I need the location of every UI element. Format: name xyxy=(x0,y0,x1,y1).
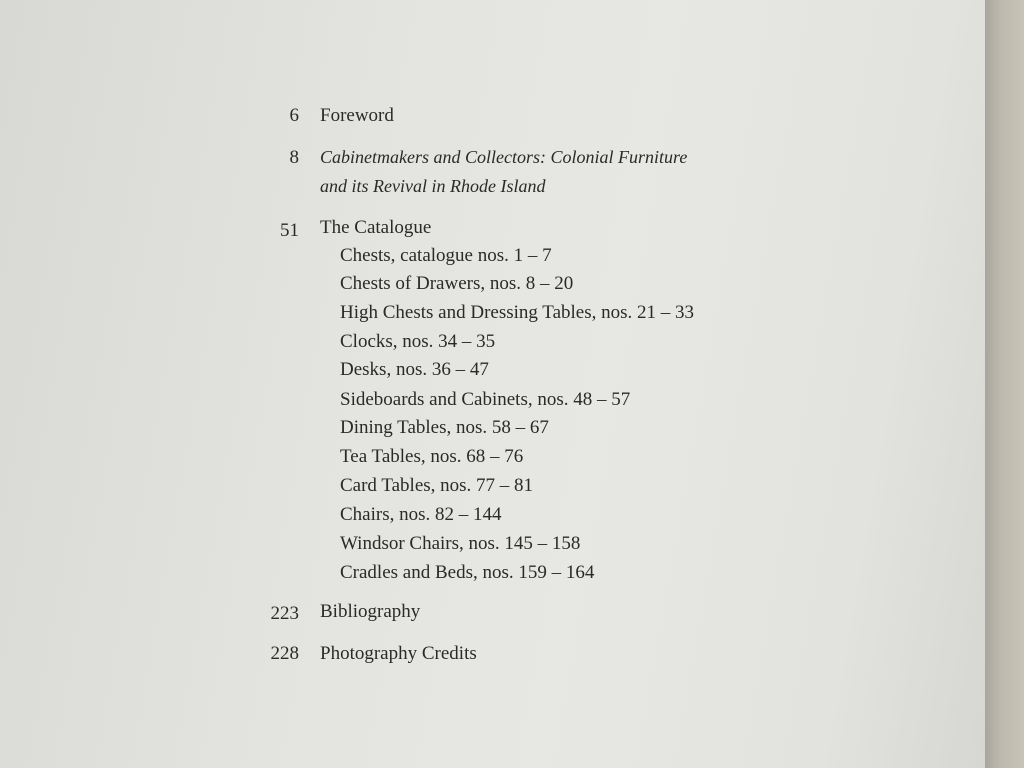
entry-title: The Catalogue xyxy=(320,217,432,238)
subentry-clocks: Clocks, nos. 34 – 35 xyxy=(340,331,496,352)
page-number: 8 xyxy=(289,147,299,168)
subentry-chests: Chests, catalogue nos. 1 – 7 xyxy=(340,245,552,266)
page-number: 228 xyxy=(270,643,299,664)
subentry-high-chests: High Chests and Dressing Tables, nos. 21 – 33 xyxy=(340,302,695,323)
entry-title: Foreword xyxy=(320,105,394,126)
page-number: 223 xyxy=(270,603,299,624)
subentry-cradles-and-beds: Cradles and Beds, nos. 159 – 164 xyxy=(340,562,595,583)
subentry-desks: Desks, nos. 36 – 47 xyxy=(340,359,489,380)
subentry-dining-tables: Dining Tables, nos. 58 – 67 xyxy=(340,417,549,438)
subentry-tea-tables: Tea Tables, nos. 68 – 76 xyxy=(340,446,524,467)
subentry-sideboards: Sideboards and Cabinets, nos. 48 – 57 xyxy=(340,389,631,410)
page-edge xyxy=(985,0,1024,768)
entry-title-line-2: and its Revival in Rhode Island xyxy=(320,176,546,196)
subentry-windsor-chairs: Windsor Chairs, nos. 145 – 158 xyxy=(340,533,581,554)
page-number: 6 xyxy=(289,105,299,126)
entry-title: Photography Credits xyxy=(320,643,477,664)
entry-title: Bibliography xyxy=(320,601,421,622)
subentry-card-tables: Card Tables, nos. 77 – 81 xyxy=(340,475,534,496)
subentry-chairs: Chairs, nos. 82 – 144 xyxy=(340,504,502,525)
entry-title-line-1: Cabinetmakers and Collectors: Colonial Furniture xyxy=(320,147,688,167)
subentry-chests-of-drawers: Chests of Drawers, nos. 8 – 20 xyxy=(340,273,574,294)
page-number: 51 xyxy=(280,220,299,241)
